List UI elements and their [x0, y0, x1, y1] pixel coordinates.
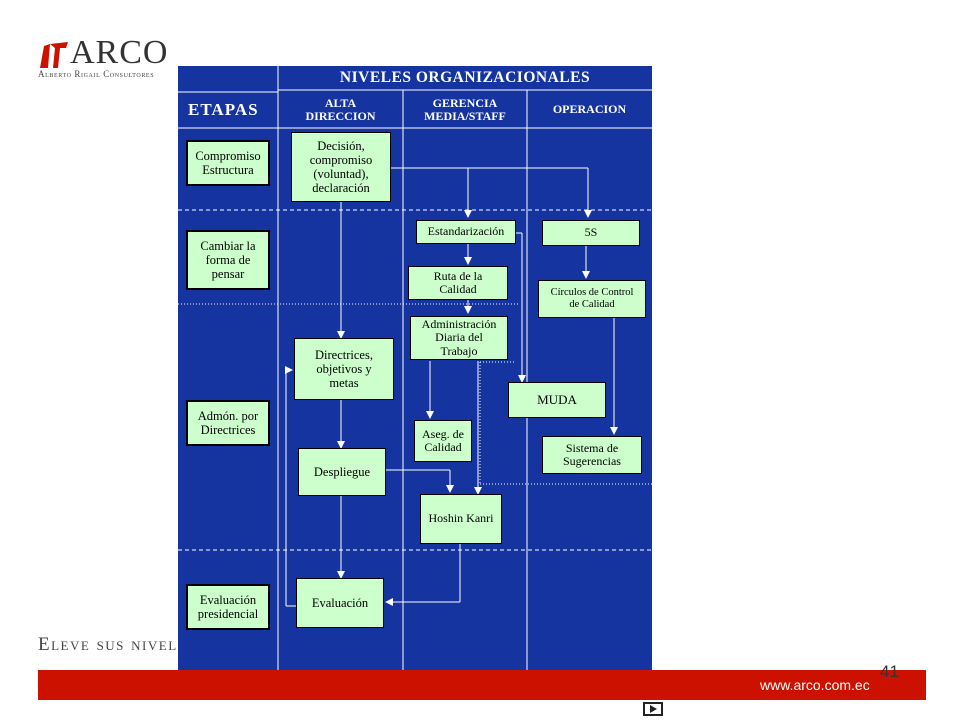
stage-cambiar-forma-pensar: Cambiar la forma de pensar [186, 230, 270, 290]
node-ruta-calidad: Ruta de la Calidad [408, 266, 508, 300]
node-circulos-control: Círculos de Control de Calidad [538, 280, 646, 318]
organizational-levels-diagram [178, 66, 652, 672]
node-evaluacion: Evaluación [296, 578, 384, 628]
node-muda: MUDA [508, 382, 606, 418]
slogan-text: Eleve sus nivel [38, 634, 178, 655]
play-icon [645, 704, 661, 714]
diagram-title: NIVELES ORGANIZACIONALES [339, 69, 591, 86]
node-5s: 5S [542, 220, 640, 246]
node-aseg-calidad: Aseg. de Calidad [414, 420, 472, 462]
node-despliegue: Despliegue [298, 448, 386, 496]
arco-logo-icon [38, 40, 70, 70]
stage-admon-directrices: Admón. por Directrices [186, 400, 270, 446]
column-header-alta-direccion: ALTA DIRECCION [305, 96, 376, 124]
node-admin-diaria: Administración Diaria del Trabajo [410, 316, 508, 360]
logo-subtitle: Alberto Rigail Consultores [38, 69, 155, 79]
node-estandarizacion: Estandarización [416, 220, 516, 244]
logo-wordmark: ARCO [70, 34, 169, 71]
stage-evaluacion-presidencial: Evaluación presidencial [186, 584, 270, 630]
page-number: 41 [880, 662, 899, 681]
play-button[interactable] [643, 702, 663, 716]
column-header-gerencia-media: GERENCIA MEDIA/STAFF [424, 96, 506, 124]
node-decision: Decisión, compromiso (voluntad), declaración [291, 132, 391, 202]
node-directrices: Directrices, objetivos y metas [294, 338, 394, 400]
stage-compromiso-estructura: Compromiso Estructura [186, 140, 270, 186]
stages-header: ETAPAS [188, 100, 259, 119]
footer-url: www.arco.com.ec [760, 677, 870, 693]
node-hoshin-kanri: Hoshin Kanri [420, 494, 502, 544]
column-header-operacion: OPERACION [552, 102, 627, 116]
node-sistema-sugerencias: Sistema de Sugerencias [542, 436, 642, 474]
